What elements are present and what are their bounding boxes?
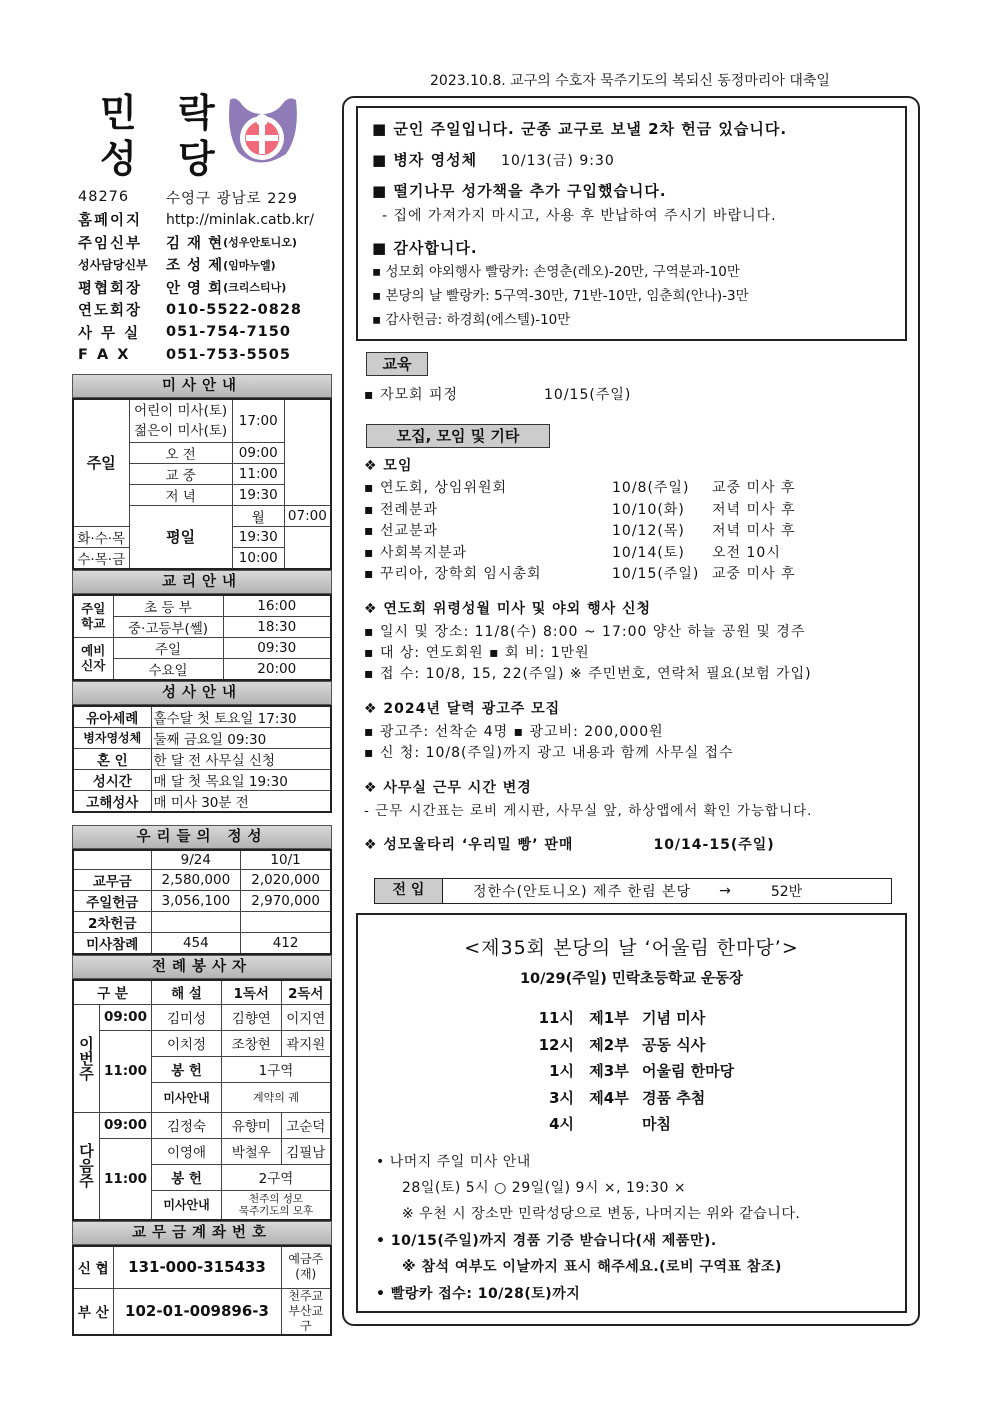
event-bullet: • 나머지 주일 미사 안내	[376, 1154, 531, 1170]
sacrament-section-title: 성사안내	[72, 681, 332, 705]
education-tag: 교육	[366, 352, 428, 376]
event-bullet: • 빨랑카 접수: 10/28(토)까지	[376, 1286, 581, 1302]
calendar-title: ❖ 2024년 달력 광고주 모집	[364, 701, 561, 717]
catechism-section-title: 교리안내	[72, 570, 332, 594]
memorial-line: ▪ 일시 및 장소: 11/8(수) 8:00 ~ 17:00 양산 하늘 공원 및 경주	[364, 624, 806, 640]
catechism-table: 주일 학교 초 등 부 16:00 중·고등부(쎌) 18:30 예비 신자 주일 09:30 수요일 20:00	[72, 594, 332, 681]
mass-section-title: 미사안내	[72, 374, 332, 398]
meeting-item: ▪ 전례분과 10/10(화) 저녁 미사 후	[364, 501, 796, 518]
mass-table: 주일 어린이 미사(토) 젊은이 미사(토) 17:00 오 전 09:00 교 중 11:00 저 녁 19:30 평일 월 07:00 화·수·목 19:30 수·목·금 10:00	[72, 398, 332, 570]
parish-title: 민 락 성 당	[100, 90, 229, 181]
account-table: 신 협 131-000-315433 예금주 (재) 부 산 102-01-009896-3 천주교 부산교구	[72, 1245, 332, 1336]
event-bullet-sub: ※ 우천 시 장소만 민락성당으로 변동, 나머지는 위와 같습니다.	[402, 1206, 801, 1222]
bread-sale: ❖ 성모울타리 ‘우리밀 빵’ 판매 10/14-15(주일)	[364, 837, 775, 853]
meeting-title: ❖ 모임	[364, 458, 413, 474]
sidebar	[72, 374, 332, 1336]
notice-box: ■ 군인 주일입니다. 군종 교구로 보낼 2차 헌금 있습니다. ■ 병자 영성체 10/13(금) 9:30 ■ 떨기나무 성가책을 추가 구입했습니다. - 집에 가져가지 마시고, 사용 후 반납하여 주시기 바랍니다. ■ 감사합니다. ▪ 성모회 야외행사 빨랑카: 손영춘(레오)-20만, 구역분과-10만 ▪ 본당의 날 빨랑카: 5구역-30만, 71반-10만, 임춘희(안나)-3만 ▪ 감사헌금: 하경희(에스텔)-10만	[356, 106, 907, 341]
program-item: 12시 제2부 공동 식사	[538, 1035, 706, 1054]
calendar-line: ▪ 광고주: 선착순 4명 ▪ 광고비: 200,000원	[364, 724, 664, 740]
memorial-title: ❖ 연도회 위령성월 미사 및 야외 행사 신청	[364, 601, 652, 617]
transfer-box: 전 입 정한수(안토니오) 제주 한림 본당 → 52반	[374, 878, 892, 904]
event-subtitle: 10/29(주일) 민락초등학교 운동장	[519, 971, 744, 987]
event-bullet-sub: ※ 참석 여부도 이날까지 표시 해주세요.(로비 구역표 참조)	[402, 1259, 782, 1275]
event-box	[356, 913, 907, 1313]
sacrament-table: 유아세례 홀수달 첫 토요일 17:30 병자영성체 둘째 금요일 09:30 혼 인 한 달 전 사무실 신청 성시간 매 달 첫 목요일 19:30 고해성사 매 미사 30분 전	[72, 705, 332, 813]
offering-table: 9/24 10/1 교무금 2,580,000 2,020,000 주일헌금 3,056,100 2,970,000 2차헌금 미사참례 454 412	[72, 849, 332, 956]
program-item: 11시 제1부 기념 미사	[538, 1009, 706, 1027]
education-item: ▪ 자모회 피정 10/15(주일)	[364, 387, 632, 403]
meeting-item: ▪ 사회복지분과 10/14(토) 오전 10시	[364, 544, 781, 561]
event-title: <제35회 본당의 날 ‘어울림 한마당’>	[464, 937, 799, 959]
recruit-tag: 모집, 모임 및 기타	[366, 424, 550, 448]
servers-section-title: 전례봉사자	[72, 955, 332, 979]
meeting-item: ▪ 연도회, 상임위원회 10/8(주일) 교중 미사 후	[364, 480, 796, 496]
event-bullet-sub: 28일(토) 5시 ○ 29일(일) 9시 ×, 19:30 ×	[402, 1180, 687, 1196]
offering-section-title: 우리들의 정성	[72, 825, 332, 849]
program-item: 3시 제4부 경품 추첨	[549, 1088, 706, 1107]
account-section-title: 교무금계좌번호	[72, 1221, 332, 1245]
date-line: 2023.10.8. 교구의 수호자 묵주기도의 복되신 동정마리아 대축일	[430, 73, 830, 89]
program-item: 1시 제3부 어울림 한마당	[549, 1062, 735, 1080]
meeting-item: ▪ 꾸리아, 장학회 임시총회 10/15(주일) 교중 미사 후	[364, 566, 796, 582]
office-title: ❖ 사무실 근무 시간 변경	[364, 780, 532, 796]
parish-logo-icon	[218, 92, 306, 170]
memorial-line: ▪ 대 상: 연도회원 ▪ 회 비: 1만원	[364, 645, 590, 661]
calendar-line: ▪ 신 청: 10/8(주일)까지 광고 내용과 함께 사무실 접수	[364, 745, 734, 761]
program-item: 4시 마침	[549, 1115, 671, 1133]
servers-table: 구 분 해 설 1독서 2독서 이번주 09:00 김미성 김향연 이지연 11:00 이치정 조창현 곽지원 봉 헌 1구역 미사안내 계약의 궤 다음주 09:00 김정숙 유향미 고순덕 11:00 이영애 박철우 김필남 봉 헌 2구역 미사안내 천주의 성모 묵주기도의 모후	[72, 979, 332, 1221]
office-line: - 근무 시간표는 로비 게시판, 사무실 앞, 하상앱에서 확인 가능합니다.	[364, 803, 813, 819]
meeting-item: ▪ 선교분과 10/12(목) 저녁 미사 후	[364, 523, 796, 539]
memorial-line: ▪ 접 수: 10/8, 15, 22(주일) ※ 주민번호, 연락처 필요(보험 가입)	[364, 666, 812, 682]
parish-info: 48276 수영구 광남로 229 홈페이지 http://minlak.catb.kr/ 주임신부 김 재 현 (성우안토니오) 성사담당신부 조 성 제 (임마누엘) 평협회장 안 영 희 (크리스티나) 연도회장 010-5522-0828 사 무 실 051-754-7150 F A X 051-753-5505	[78, 189, 314, 363]
event-bullet: • 10/15(주일)까지 경품 기증 받습니다(새 제품만).	[376, 1233, 717, 1249]
